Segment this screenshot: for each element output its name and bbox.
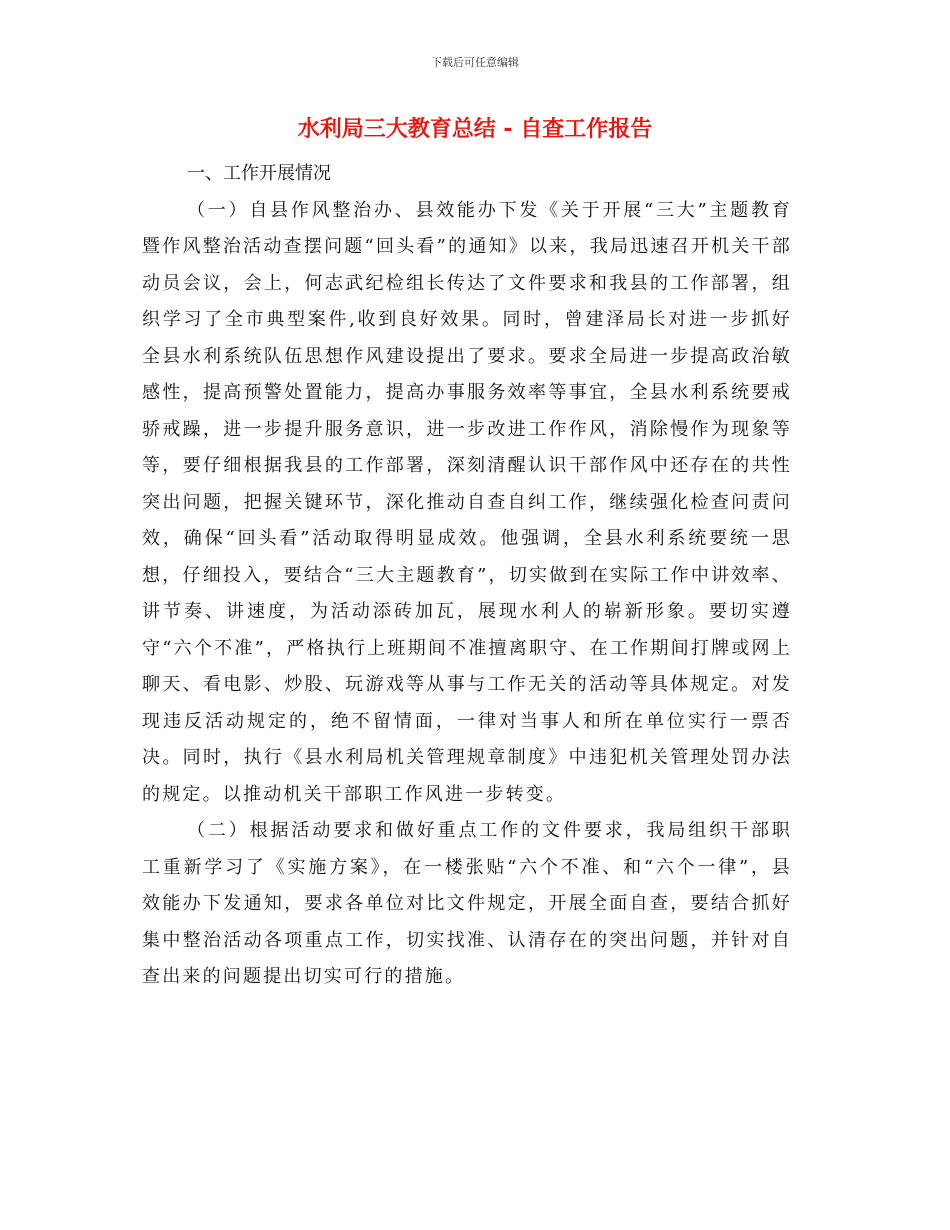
header-note: 下载后可任意编辑 (431, 56, 519, 69)
document-title: 水利局三大教育总结 - 自查工作报告 (297, 117, 653, 142)
paragraph-2: （二）根据活动要求和做好重点工作的文件要求，我局组织干部职工重新学习了《实施方案》，在一楼张贴“六个不准、和“六个一律”，县效能办下发通知，要求各单位对比文件规定，开展全面自查，要结合抓好集中整治活动各项重点工作，切实找准、认清存在的突出问题，并针对自查出来的问题提出切实可行的措施。 (142, 820, 792, 987)
document-body (142, 156, 792, 996)
paragraph-1: （一）自县作风整治办、县效能办下发《关于开展“三大”主题教育暨作风整治活动查摆问题“回头看”的通知》以来，我局迅速召开机关干部动员会议，会上，何志武纪检组长传达了文件要求和我县的工作部署，组织学习了全市典型案件,收到良好效果。同时，曾建泽局长对进一步抓好全县水利系统队伍思想作风建设提出了要求。要求全局进一步提高政治敏感性，提高预警处置能力，提高办事服务效率等事宜，全县水利系统要戒骄戒躁，进一步提升服务意识，进一步改进工作作风，消除慢作为现象等等，要仔细根据我县的工作部署，深刻清醒认识干部作风中还存在的共性突出问题，把握关键环节，深化推动自查自纠工作，继续强化检查问责问效，确保“回头看”活动取得明显成效。他强调，全县水利系统要统一思想，仔细投入，要结合“三大主题教育”，切实做到在实际工作中讲效率、讲节奏、讲速度，为活动添砖加瓦，展现水利人的崭新形象。要切实遵守“六个不准”，严格执行上班期间不准擅离职守、在工作期间打牌或网上聊天、看电影、炒股、玩游戏等从事与工作无关的活动等具体规定。对发现违反活动规定的，绝不留情面，一律对当事人和所在单位实行一票否决。同时，执行《县水利局机关管理规章制度》中违犯机关管理处罚办法的规定。以推动机关干部职工作风进一步转变。 (142, 199, 792, 805)
section-heading: 一、工作开展情况 (187, 163, 331, 184)
